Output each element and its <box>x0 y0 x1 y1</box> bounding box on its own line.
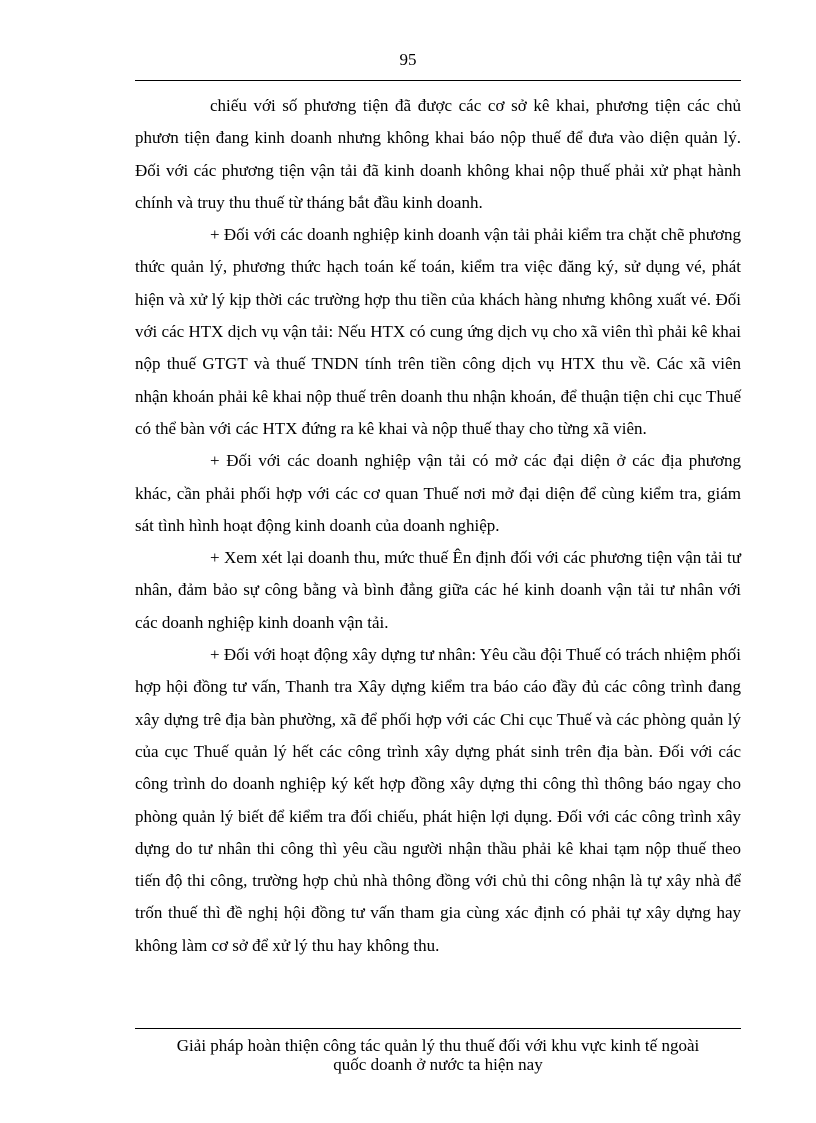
footer-line-1: Giải pháp hoàn thiện công tác quản lý thu thuế đối với khu vực kinh tế ngoài <box>176 1036 700 1055</box>
page-number: 95 <box>399 50 417 69</box>
paragraph-5: + Đối với hoạt động xây dựng tư nhân: Yêu cầu đội Thuế có trách nhiệm phối hợp hội đồng tư vấn, Thanh tra Xây dựng kiểm tra báo cáo đầy đủ các công trình đang xây dựng trê địa bàn phường, xã để phối hợp với các Chi cục Thuế và các phòng quản lý của cục Thuế quản lý hết các công trình xây dựng phát sinh trên địa bàn. Đối với các công trình do doanh nghiệp ký kết hợp đồng xây dựng thi công thì thông báo ngay cho phòng quản lý biết để kiểm tra đối chiếu, phát hiện lợi dụng. Đối với các công trình xây dựng do tư nhân thi công thì yêu cầu người nhận thầu phải kê khai tạm nộp thuế theo tiến độ thi công, trường hợp chủ nhà thông đồng với chủ thi công nhận là tự xây nhà để trốn thuế thì đề nghị hội đồng tư vấn tham gia cùng xác định có phải tự xây dựng hay không làm cơ sở để xử lý thu hay không thu. <box>135 645 741 955</box>
paragraph-3: + Đối với các doanh nghiệp vận tải có mở các đại diện ở các địa phương khác, cần phải phối hợp với các cơ quan Thuế nơi mở đại diện để cùng kiểm tra, giám sát tình hình hoạt động kinh doanh của doanh nghiệp. <box>135 451 741 535</box>
header-divider <box>135 80 741 81</box>
footer-title <box>135 1036 741 1074</box>
footer-line-2: quốc doanh ở nước ta hiện nay <box>333 1055 543 1074</box>
paragraph-4: + Xem xét lại doanh thu, mức thuế Ên định đối với các phương tiện vận tải tư nhân, đảm bảo sự công bằng và bình đẳng giữa các hé kinh doanh vận tải tư nhân với các doanh nghiệp kinh doanh vận tải. <box>135 548 741 632</box>
footer-divider <box>135 1028 741 1029</box>
paragraph-2: + Đối với các doanh nghiệp kinh doanh vận tải phải kiểm tra chặt chẽ phương thức quản lý, phương thức hạch toán kế toán, kiểm tra việc đăng ký, sử dụng vé, phát hiện và xử lý kịp thời các trường hợp thu tiền của khách hàng nhưng không xuất vé. Đối với các HTX dịch vụ vận tải: Nếu HTX có cung ứng dịch vụ cho xã viên thì phải kê khai nộp thuế GTGT và thuế TNDN tính trên tiền công dịch vụ HTX thu về. Các xã viên nhận khoán phải kê khai nộp thuế trên doanh thu nhận khoán, để thuận tiện chi cục Thuế có thể bàn với các HTX đứng ra kê khai và nộp thuế thay cho từng xã viên. <box>135 225 741 438</box>
document-body <box>135 90 741 962</box>
paragraph-1: chiếu với số phương tiện đã được các cơ sở kê khai, phương tiện các chủ phươn tiện đang kinh doanh nhưng không khai báo nộp thuế để đưa vào diện quản lý. Đối với các phương tiện vận tải đã kinh doanh không khai nộp thuế phải xử phạt hành chính và truy thu thuế từ tháng bắt đầu kinh doanh. <box>135 96 741 212</box>
